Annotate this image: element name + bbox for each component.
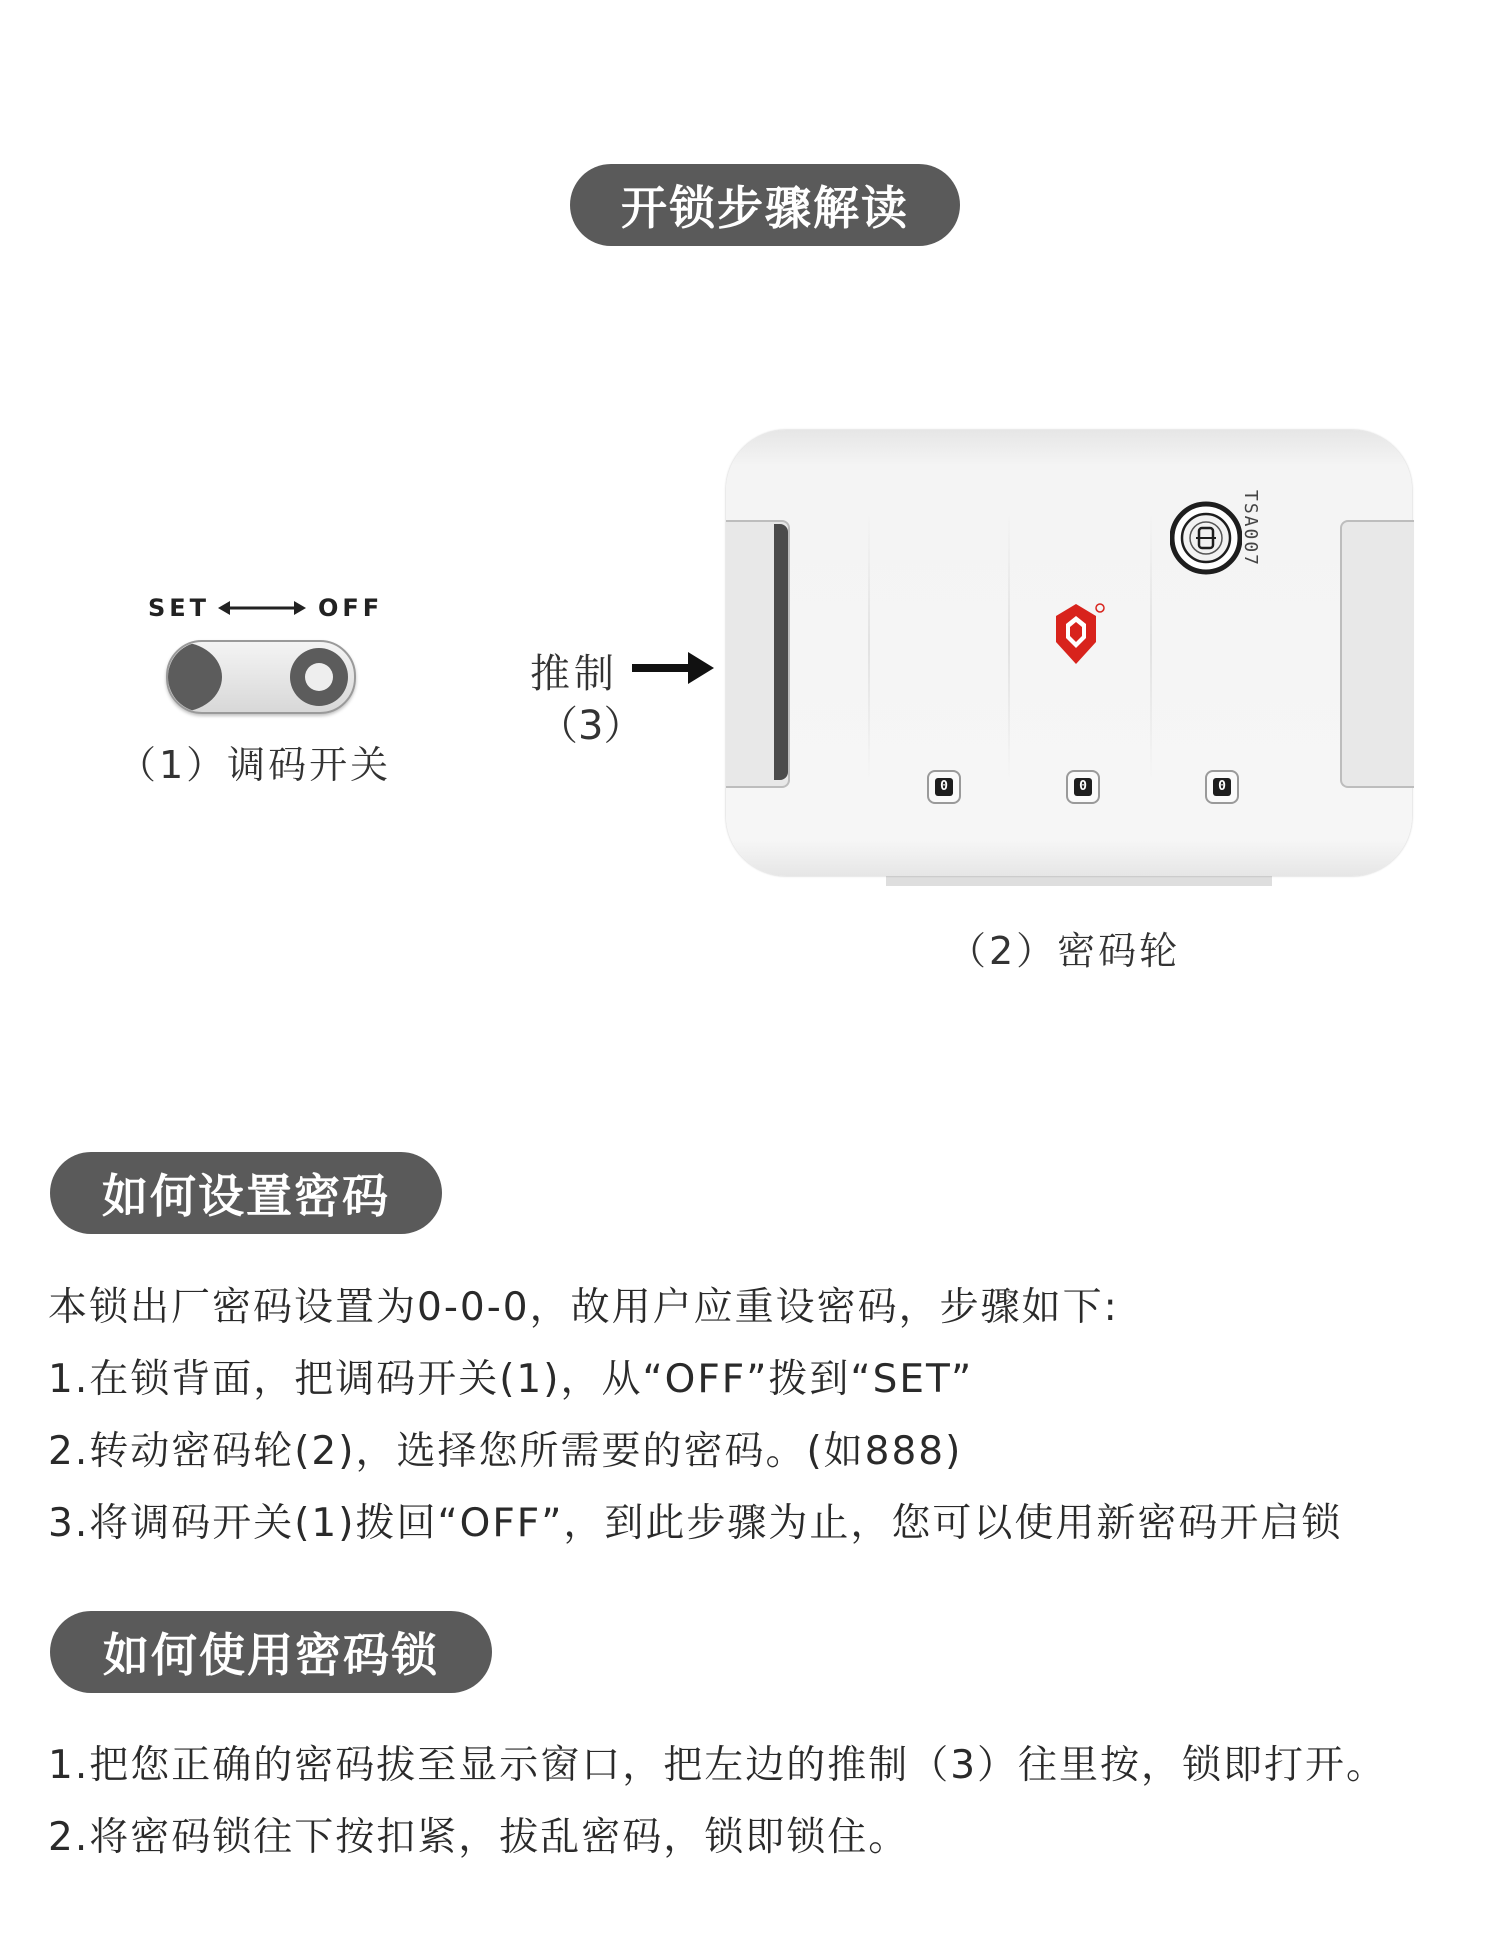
switch-slider-knob xyxy=(168,642,240,712)
push-label: 推制 xyxy=(530,651,618,697)
switch-button-icon xyxy=(290,648,348,706)
lock-divider xyxy=(868,510,870,780)
lock-divider xyxy=(1150,510,1152,780)
code-switch xyxy=(166,640,356,714)
use-line: 1.把您正确的密码拔至显示窗口，把左边的推制（3）往里按，锁即打开。 xyxy=(48,1743,1388,1788)
off-label: OFF xyxy=(318,594,384,622)
dial-window xyxy=(1066,770,1100,804)
set-line: 2.转动密码轮(2)，选择您所需要的密码。(如888) xyxy=(48,1429,963,1474)
heading-use-lock: 如何使用密码锁 xyxy=(50,1611,492,1693)
dial-window xyxy=(927,770,961,804)
right-arrow-icon xyxy=(632,650,714,686)
push-latch-slot xyxy=(774,524,788,780)
lock-right-latch xyxy=(1340,520,1414,788)
set-line: 3.将调码开关(1)拨回“OFF”，到此步骤为止，您可以使用新密码开启锁 xyxy=(48,1501,1343,1546)
set-line: 本锁出厂密码设置为0-0-0，故用户应重设密码，步骤如下: xyxy=(48,1285,1119,1330)
use-line: 2.将密码锁往下按扣紧，拔乱密码，锁即锁住。 xyxy=(48,1815,910,1860)
dial-digit: 0 xyxy=(935,778,953,796)
heading-set-password: 如何设置密码 xyxy=(50,1152,442,1234)
switch-caption: （1）调码开关 xyxy=(118,743,392,787)
set-line: 1.在锁背面，把调码开关(1)，从“OFF”拨到“SET” xyxy=(48,1357,974,1402)
tsa-code-label: TSA007 xyxy=(1240,490,1261,568)
lock-divider xyxy=(1008,510,1010,780)
key-lock-icon xyxy=(1170,500,1242,580)
push-number: （3） xyxy=(538,703,644,749)
section-title-unlock-steps: 开锁步骤解读 xyxy=(570,164,960,246)
dial-window xyxy=(1205,770,1239,804)
double-arrow-icon xyxy=(216,596,308,620)
dial-caption: （2）密码轮 xyxy=(948,929,1181,973)
dial-digit: 0 xyxy=(1213,778,1231,796)
switch-direction-labels xyxy=(148,594,384,624)
tsa-diamond-logo-icon xyxy=(1054,602,1106,666)
dial-digit: 0 xyxy=(1074,778,1092,796)
set-label: SET xyxy=(148,594,211,622)
